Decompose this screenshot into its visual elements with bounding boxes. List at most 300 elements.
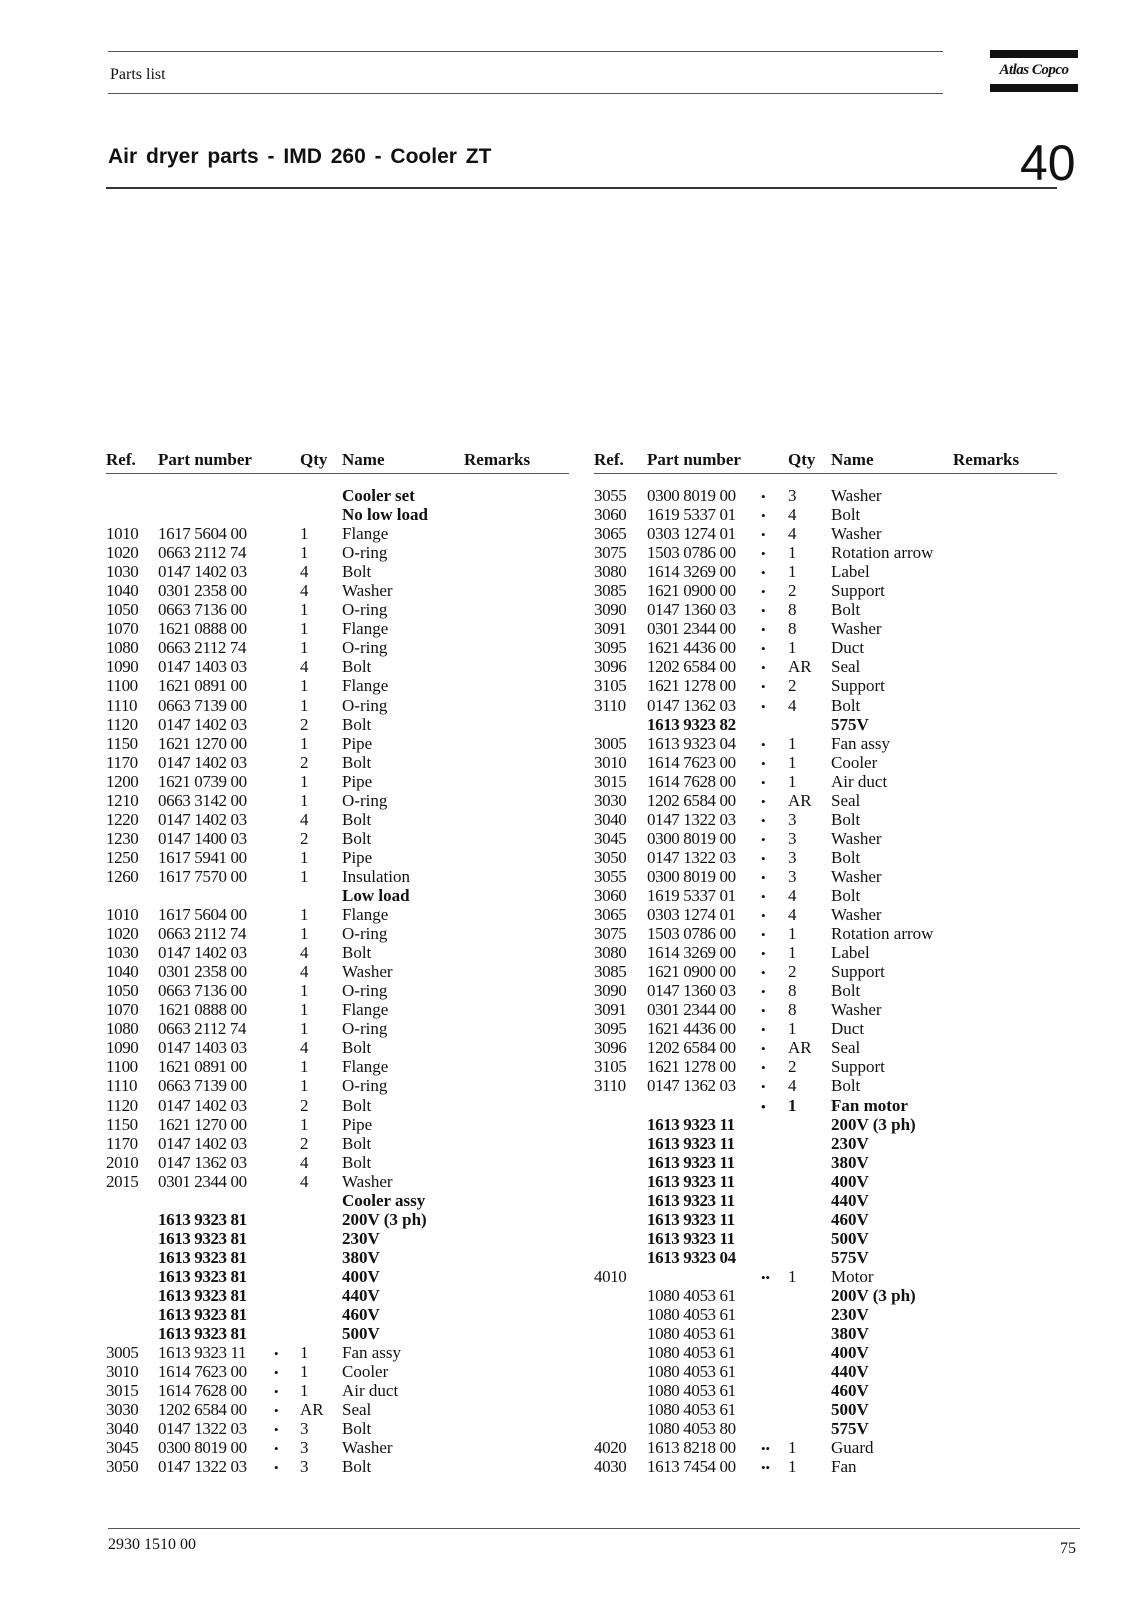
- cell-qty: 1: [300, 924, 309, 944]
- cell-qty: 3: [300, 1457, 309, 1477]
- cell-ref: 3040: [594, 809, 627, 829]
- cell-part-number: 1621 4436 00: [647, 1019, 736, 1039]
- header-top-rule: [108, 51, 943, 52]
- cell-name: O-ring: [342, 695, 388, 715]
- cell-ref: 1230: [106, 828, 139, 848]
- cell-qty: 1: [300, 1000, 309, 1020]
- cell-ref: 3005: [106, 1343, 139, 1363]
- cell-part-number: 1080 4053 61: [647, 1285, 736, 1305]
- cell-qty: 1: [788, 924, 797, 944]
- cell-ref: 3080: [594, 943, 627, 963]
- cell-name: Washer: [342, 581, 393, 601]
- cell-marker: ••: [761, 1460, 771, 1476]
- cell-qty: 2: [300, 714, 309, 734]
- page-title: Air dryer parts - IMD 260 - Cooler ZT: [108, 145, 492, 168]
- cell-name: Bolt: [342, 752, 372, 772]
- cell-qty: AR: [788, 657, 812, 677]
- cell-marker: •: [761, 755, 766, 771]
- cell-marker: •: [761, 641, 766, 657]
- cell-part-number: 0147 1402 03: [158, 809, 247, 829]
- cell-ref: 3091: [594, 619, 627, 639]
- cell-qty: 3: [300, 1419, 309, 1439]
- cell-ref: 1250: [106, 847, 139, 867]
- cell-part-number: 0147 1360 03: [647, 981, 736, 1001]
- cell-name: 200V (3 ph): [342, 1209, 427, 1229]
- cell-name: O-ring: [342, 543, 388, 563]
- cell-qty: 4: [788, 524, 797, 544]
- cell-part-number: 1613 9323 04: [647, 1247, 736, 1267]
- cell-part-number: 0147 1322 03: [158, 1419, 247, 1439]
- cell-marker: •: [761, 888, 766, 904]
- cell-name: Washer: [831, 524, 882, 544]
- cell-name: Duct: [831, 638, 865, 658]
- cell-qty: 8: [788, 981, 797, 1001]
- cell-part-number: 1613 9323 11: [647, 1228, 735, 1248]
- cell-qty: 4: [788, 505, 797, 525]
- cell-qty: 1: [788, 1019, 797, 1039]
- cell-part-number: 0663 7139 00: [158, 1076, 247, 1096]
- cell-qty: 4: [300, 1171, 309, 1191]
- cell-part-number: 1080 4053 61: [647, 1343, 736, 1363]
- cell-part-number: 1613 9323 81: [158, 1305, 247, 1325]
- col-header-remarks: Remarks: [953, 450, 1020, 469]
- cell-name: Flange: [342, 676, 389, 696]
- cell-part-number: 1613 9323 11: [647, 1152, 735, 1172]
- cell-part-number: 1621 0888 00: [158, 619, 247, 639]
- cell-ref: 4020: [594, 1438, 627, 1458]
- cell-name: Fan: [831, 1457, 857, 1477]
- cell-ref: 1210: [106, 790, 139, 810]
- cell-qty: 4: [788, 1076, 797, 1096]
- cell-ref: 3060: [594, 885, 627, 905]
- cell-ref: 1100: [106, 676, 138, 696]
- cell-ref: 1170: [106, 1133, 138, 1153]
- cell-marker: •: [761, 831, 766, 847]
- cell-qty: 2: [300, 1133, 309, 1153]
- cell-qty: 1: [300, 695, 309, 715]
- cell-name: Insulation: [342, 866, 410, 886]
- cell-name: Bolt: [342, 828, 372, 848]
- cell-part-number: 1617 5604 00: [158, 524, 247, 544]
- cell-part-number: 0147 1402 03: [158, 943, 247, 963]
- cell-qty: 4: [300, 1038, 309, 1058]
- cell-name: Cooler: [831, 752, 878, 772]
- cell-marker: •: [761, 1060, 766, 1076]
- cell-name: Pipe: [342, 1114, 373, 1134]
- cell-name: Low load: [342, 885, 410, 905]
- cell-part-number: 0147 1402 03: [158, 752, 247, 772]
- cell-ref: 3065: [594, 524, 627, 544]
- cell-name: Bolt: [342, 562, 372, 582]
- cell-part-number: 1614 7628 00: [647, 771, 736, 791]
- cell-marker: •: [761, 527, 766, 543]
- cell-qty: AR: [788, 790, 812, 810]
- cell-qty: 1: [300, 600, 309, 620]
- cell-name: Bolt: [342, 714, 372, 734]
- cell-part-number: 0301 2344 00: [158, 1171, 247, 1191]
- cell-name: Motor: [831, 1266, 874, 1286]
- cell-part-number: 0147 1362 03: [647, 695, 736, 715]
- cell-ref: 3015: [106, 1381, 139, 1401]
- cell-name: Pipe: [342, 771, 373, 791]
- cell-part-number: 0147 1402 03: [158, 1133, 247, 1153]
- cell-name: 380V: [831, 1324, 869, 1344]
- cell-ref: 3055: [594, 866, 627, 886]
- cell-marker: ••: [761, 1269, 771, 1285]
- cell-ref: 1030: [106, 562, 139, 582]
- cell-part-number: 0663 7136 00: [158, 981, 247, 1001]
- cell-part-number: 0301 2358 00: [158, 581, 247, 601]
- cell-part-number: 1613 9323 11: [647, 1209, 735, 1229]
- cell-name: 230V: [342, 1228, 380, 1248]
- cell-name: Washer: [342, 1438, 393, 1458]
- cell-name: 460V: [342, 1305, 380, 1325]
- cell-name: Bolt: [342, 657, 372, 677]
- cell-qty: 1: [788, 752, 797, 772]
- cell-name: Washer: [831, 486, 882, 505]
- cell-part-number: 0663 2112 74: [158, 1019, 247, 1039]
- cell-ref: 3055: [594, 486, 627, 505]
- cell-name: Label: [831, 943, 870, 963]
- cell-part-number: 1621 0891 00: [158, 676, 247, 696]
- cell-qty: 1: [300, 543, 309, 563]
- cell-ref: 1020: [106, 543, 139, 563]
- cell-part-number: 0147 1360 03: [647, 600, 736, 620]
- cell-part-number: 1621 0891 00: [158, 1057, 247, 1077]
- cell-qty: 1: [300, 619, 309, 639]
- cell-name: 500V: [831, 1400, 869, 1420]
- cell-part-number: 1621 1270 00: [158, 733, 247, 753]
- cell-name: Bolt: [831, 981, 861, 1001]
- cell-part-number: 0147 1362 03: [647, 1076, 736, 1096]
- cell-qty: 2: [788, 1057, 797, 1077]
- cell-name: O-ring: [342, 600, 388, 620]
- cell-ref: 1200: [106, 771, 139, 791]
- cell-ref: 3095: [594, 1019, 627, 1039]
- cell-part-number: 0147 1322 03: [647, 809, 736, 829]
- cell-qty: 1: [300, 1019, 309, 1039]
- cell-qty: 4: [300, 581, 309, 601]
- cell-part-number: 1619 5337 01: [647, 505, 736, 525]
- cell-name: Washer: [831, 905, 882, 925]
- col-header-name: Name: [342, 450, 385, 469]
- cell-qty: 2: [300, 752, 309, 772]
- cell-part-number: 1080 4053 61: [647, 1305, 736, 1325]
- cell-qty: 1: [300, 1057, 309, 1077]
- cell-part-number: 0300 8019 00: [647, 828, 736, 848]
- cell-marker: •: [761, 603, 766, 619]
- cell-ref: 3096: [594, 1038, 627, 1058]
- cell-ref: 3075: [594, 543, 627, 563]
- cell-marker: •: [274, 1422, 279, 1438]
- cell-name: Washer: [342, 962, 393, 982]
- cell-ref: 3065: [594, 905, 627, 925]
- cell-ref: 1080: [106, 638, 139, 658]
- cell-part-number: 0663 2112 74: [158, 638, 247, 658]
- cell-qty: 1: [788, 1266, 797, 1286]
- cell-qty: 2: [788, 676, 797, 696]
- col-header-name: Name: [831, 450, 874, 469]
- cell-part-number: 0147 1402 03: [158, 1095, 247, 1115]
- cell-part-number: 0303 1274 01: [647, 905, 736, 925]
- cell-qty: 3: [788, 866, 797, 886]
- cell-name: 200V (3 ph): [831, 1114, 916, 1134]
- col-header-ref: Ref.: [106, 450, 136, 469]
- cell-part-number: 1619 5337 01: [647, 885, 736, 905]
- cell-name: 500V: [831, 1228, 869, 1248]
- cell-name: Flange: [342, 1057, 389, 1077]
- cell-part-number: 0147 1362 03: [158, 1152, 247, 1172]
- cell-part-number: 0300 8019 00: [647, 486, 736, 505]
- cell-name: Washer: [342, 1171, 393, 1191]
- cell-marker: •: [761, 965, 766, 981]
- cell-ref: 1050: [106, 600, 139, 620]
- cell-qty: AR: [788, 1038, 812, 1058]
- cell-part-number: 1613 9323 82: [647, 714, 736, 734]
- cell-qty: 1: [300, 638, 309, 658]
- cell-name: Washer: [831, 619, 882, 639]
- cell-part-number: 1614 7628 00: [158, 1381, 247, 1401]
- cell-ref: 3085: [594, 962, 627, 982]
- cell-qty: 1: [300, 981, 309, 1001]
- cell-part-number: 0663 2112 74: [158, 543, 247, 563]
- cell-part-number: 1621 1278 00: [647, 1057, 736, 1077]
- header-bottom-rule: [108, 93, 943, 94]
- cell-marker: •: [761, 946, 766, 962]
- cell-part-number: 0147 1402 03: [158, 562, 247, 582]
- cell-part-number: 1613 9323 81: [158, 1285, 247, 1305]
- cell-part-number: 1621 1270 00: [158, 1114, 247, 1134]
- cell-qty: 4: [300, 562, 309, 582]
- cell-part-number: 1202 6584 00: [647, 790, 736, 810]
- cell-qty: 4: [788, 695, 797, 715]
- cell-name: Bolt: [342, 1038, 372, 1058]
- document-number: 2930 1510 00: [108, 1536, 196, 1553]
- cell-part-number: 1613 9323 81: [158, 1228, 247, 1248]
- cell-part-number: 1613 9323 81: [158, 1247, 247, 1267]
- cell-marker: •: [274, 1441, 279, 1457]
- cell-marker: •: [761, 679, 766, 695]
- cell-part-number: 1621 0739 00: [158, 771, 247, 791]
- cell-marker: •: [761, 508, 766, 524]
- cell-qty: 3: [300, 1438, 309, 1458]
- cell-name: O-ring: [342, 790, 388, 810]
- cell-marker: •: [274, 1365, 279, 1381]
- cell-name: Bolt: [831, 600, 861, 620]
- cell-marker: ••: [761, 1441, 771, 1457]
- cell-ref: 3045: [594, 828, 627, 848]
- cell-qty: 1: [788, 543, 797, 563]
- cell-name: Guard: [831, 1438, 874, 1458]
- cell-marker: •: [274, 1403, 279, 1419]
- cell-ref: 1010: [106, 524, 139, 544]
- cell-ref: 1100: [106, 1057, 138, 1077]
- cell-ref: 1170: [106, 752, 138, 772]
- cell-part-number: 1614 7623 00: [647, 752, 736, 772]
- cell-part-number: 0301 2358 00: [158, 962, 247, 982]
- cell-part-number: 0300 8019 00: [647, 866, 736, 886]
- cell-name: Bolt: [831, 809, 861, 829]
- cell-marker: •: [761, 908, 766, 924]
- cell-name: Bolt: [831, 885, 861, 905]
- cell-name: Bolt: [831, 847, 861, 867]
- cell-ref: 1110: [106, 1076, 138, 1096]
- cell-ref: 1260: [106, 866, 139, 886]
- cell-name: 575V: [831, 714, 869, 734]
- cell-part-number: 1080 4053 61: [647, 1324, 736, 1344]
- cell-part-number: 1080 4053 61: [647, 1381, 736, 1401]
- cell-ref: 3010: [106, 1362, 139, 1382]
- cell-name: Duct: [831, 1019, 865, 1039]
- cell-qty: 8: [788, 600, 797, 620]
- cell-ref: 3005: [594, 733, 627, 753]
- cell-part-number: 1613 9323 11: [158, 1343, 247, 1363]
- cell-ref: 1150: [106, 1114, 138, 1134]
- cell-part-number: 0301 2344 00: [647, 1000, 736, 1020]
- cell-part-number: 1621 1278 00: [647, 676, 736, 696]
- cell-part-number: 1202 6584 00: [647, 657, 736, 677]
- cell-ref: 3105: [594, 676, 627, 696]
- cell-name: Bolt: [831, 1076, 861, 1096]
- cell-part-number: 1617 5604 00: [158, 905, 247, 925]
- cell-name: Fan assy: [831, 733, 891, 753]
- cell-ref: 3091: [594, 1000, 627, 1020]
- cell-qty: 1: [788, 733, 797, 753]
- cell-qty: 4: [300, 943, 309, 963]
- cell-marker: •: [274, 1384, 279, 1400]
- col-header-remarks: Remarks: [464, 450, 531, 469]
- cell-qty: 4: [788, 885, 797, 905]
- table-header-rule: [106, 473, 569, 474]
- cell-qty: 1: [788, 1095, 797, 1115]
- cell-part-number: 1613 9323 11: [647, 1190, 735, 1210]
- cell-part-number: 1080 4053 80: [647, 1419, 736, 1439]
- cell-name: Bolt: [342, 1152, 372, 1172]
- cell-name: O-ring: [342, 924, 388, 944]
- cell-marker: •: [761, 869, 766, 885]
- cell-part-number: 0303 1274 01: [647, 524, 736, 544]
- cell-ref: 3096: [594, 657, 627, 677]
- logo-text: Atlas Copco: [999, 62, 1069, 78]
- cell-ref: 3050: [594, 847, 627, 867]
- cell-marker: •: [761, 736, 766, 752]
- cell-qty: 1: [300, 1381, 309, 1401]
- cell-ref: 3090: [594, 600, 627, 620]
- col-header-qty: Qty: [788, 450, 816, 469]
- cell-ref: 1110: [106, 695, 138, 715]
- cell-name: Cooler: [342, 1362, 389, 1382]
- cell-name: 400V: [831, 1343, 869, 1363]
- cell-name: Bolt: [342, 1095, 372, 1115]
- cell-name: O-ring: [342, 1019, 388, 1039]
- cell-part-number: 1080 4053 61: [647, 1400, 736, 1420]
- cell-ref: 1070: [106, 1000, 139, 1020]
- cell-part-number: 1613 7454 00: [647, 1457, 736, 1477]
- cell-name: O-ring: [342, 638, 388, 658]
- cell-part-number: 1613 9323 11: [647, 1171, 735, 1191]
- cell-part-number: 0147 1403 03: [158, 1038, 247, 1058]
- cell-part-number: 0147 1402 03: [158, 714, 247, 734]
- header-label: Parts list: [110, 66, 166, 83]
- cell-name: Rotation arrow: [831, 543, 934, 563]
- cell-qty: 1: [300, 676, 309, 696]
- cell-name: 200V (3 ph): [831, 1285, 916, 1305]
- cell-marker: •: [761, 774, 766, 790]
- cell-part-number: 0147 1322 03: [158, 1457, 247, 1477]
- cell-part-number: 1617 7570 00: [158, 866, 247, 886]
- cell-qty: 4: [300, 962, 309, 982]
- footer-rule: [108, 1528, 1080, 1529]
- cell-qty: 1: [300, 847, 309, 867]
- cell-ref: 1120: [106, 714, 138, 734]
- cell-name: O-ring: [342, 981, 388, 1001]
- cell-part-number: 1614 3269 00: [647, 562, 736, 582]
- cell-marker: •: [761, 565, 766, 581]
- cell-qty: 4: [300, 809, 309, 829]
- cell-marker: •: [761, 1022, 766, 1038]
- cell-name: Flange: [342, 1000, 389, 1020]
- atlas-copco-logo: [990, 50, 1078, 94]
- cell-qty: AR: [300, 1400, 324, 1420]
- cell-name: 400V: [342, 1266, 380, 1286]
- cell-name: 230V: [831, 1133, 869, 1153]
- cell-marker: •: [761, 1041, 766, 1057]
- cell-qty: 4: [300, 1152, 309, 1172]
- cell-name: 575V: [831, 1419, 869, 1439]
- cell-name: 575V: [831, 1247, 869, 1267]
- cell-qty: 1: [788, 771, 797, 791]
- cell-ref: 3080: [594, 562, 627, 582]
- col-header-ref: Ref.: [594, 450, 624, 469]
- cell-qty: 1: [300, 1362, 309, 1382]
- cell-marker: •: [761, 622, 766, 638]
- cell-qty: 3: [788, 847, 797, 867]
- cell-name: 380V: [342, 1247, 380, 1267]
- cell-qty: 3: [788, 486, 797, 505]
- cell-part-number: 1613 9323 11: [647, 1114, 735, 1134]
- cell-marker: •: [761, 698, 766, 714]
- cell-part-number: 0663 2112 74: [158, 924, 247, 944]
- cell-ref: 3015: [594, 771, 627, 791]
- cell-part-number: 1621 4436 00: [647, 638, 736, 658]
- cell-marker: •: [274, 1460, 279, 1476]
- cell-name: Cooler set: [342, 486, 415, 505]
- cell-name: Cooler assy: [342, 1190, 426, 1210]
- cell-part-number: 0301 2344 00: [647, 619, 736, 639]
- cell-name: Support: [831, 676, 885, 696]
- cell-qty: 2: [788, 581, 797, 601]
- cell-ref: 3075: [594, 924, 627, 944]
- cell-name: Flange: [342, 619, 389, 639]
- cell-name: Bolt: [342, 809, 372, 829]
- cell-qty: 1: [788, 638, 797, 658]
- cell-ref: 1120: [106, 1095, 138, 1115]
- cell-name: Flange: [342, 524, 389, 544]
- cell-part-number: 0147 1403 03: [158, 657, 247, 677]
- cell-part-number: 1613 9323 81: [158, 1324, 247, 1344]
- cell-name: 500V: [342, 1324, 380, 1344]
- cell-name: Washer: [831, 828, 882, 848]
- cell-name: Label: [831, 562, 870, 582]
- cell-ref: 3095: [594, 638, 627, 658]
- cell-part-number: 0663 7136 00: [158, 600, 247, 620]
- cell-part-number: 1621 0900 00: [647, 962, 736, 982]
- cell-marker: •: [761, 793, 766, 809]
- logo-bottom-bar: [990, 84, 1078, 92]
- cell-qty: 1: [300, 1343, 309, 1363]
- cell-name: 380V: [831, 1152, 869, 1172]
- cell-name: Pipe: [342, 847, 373, 867]
